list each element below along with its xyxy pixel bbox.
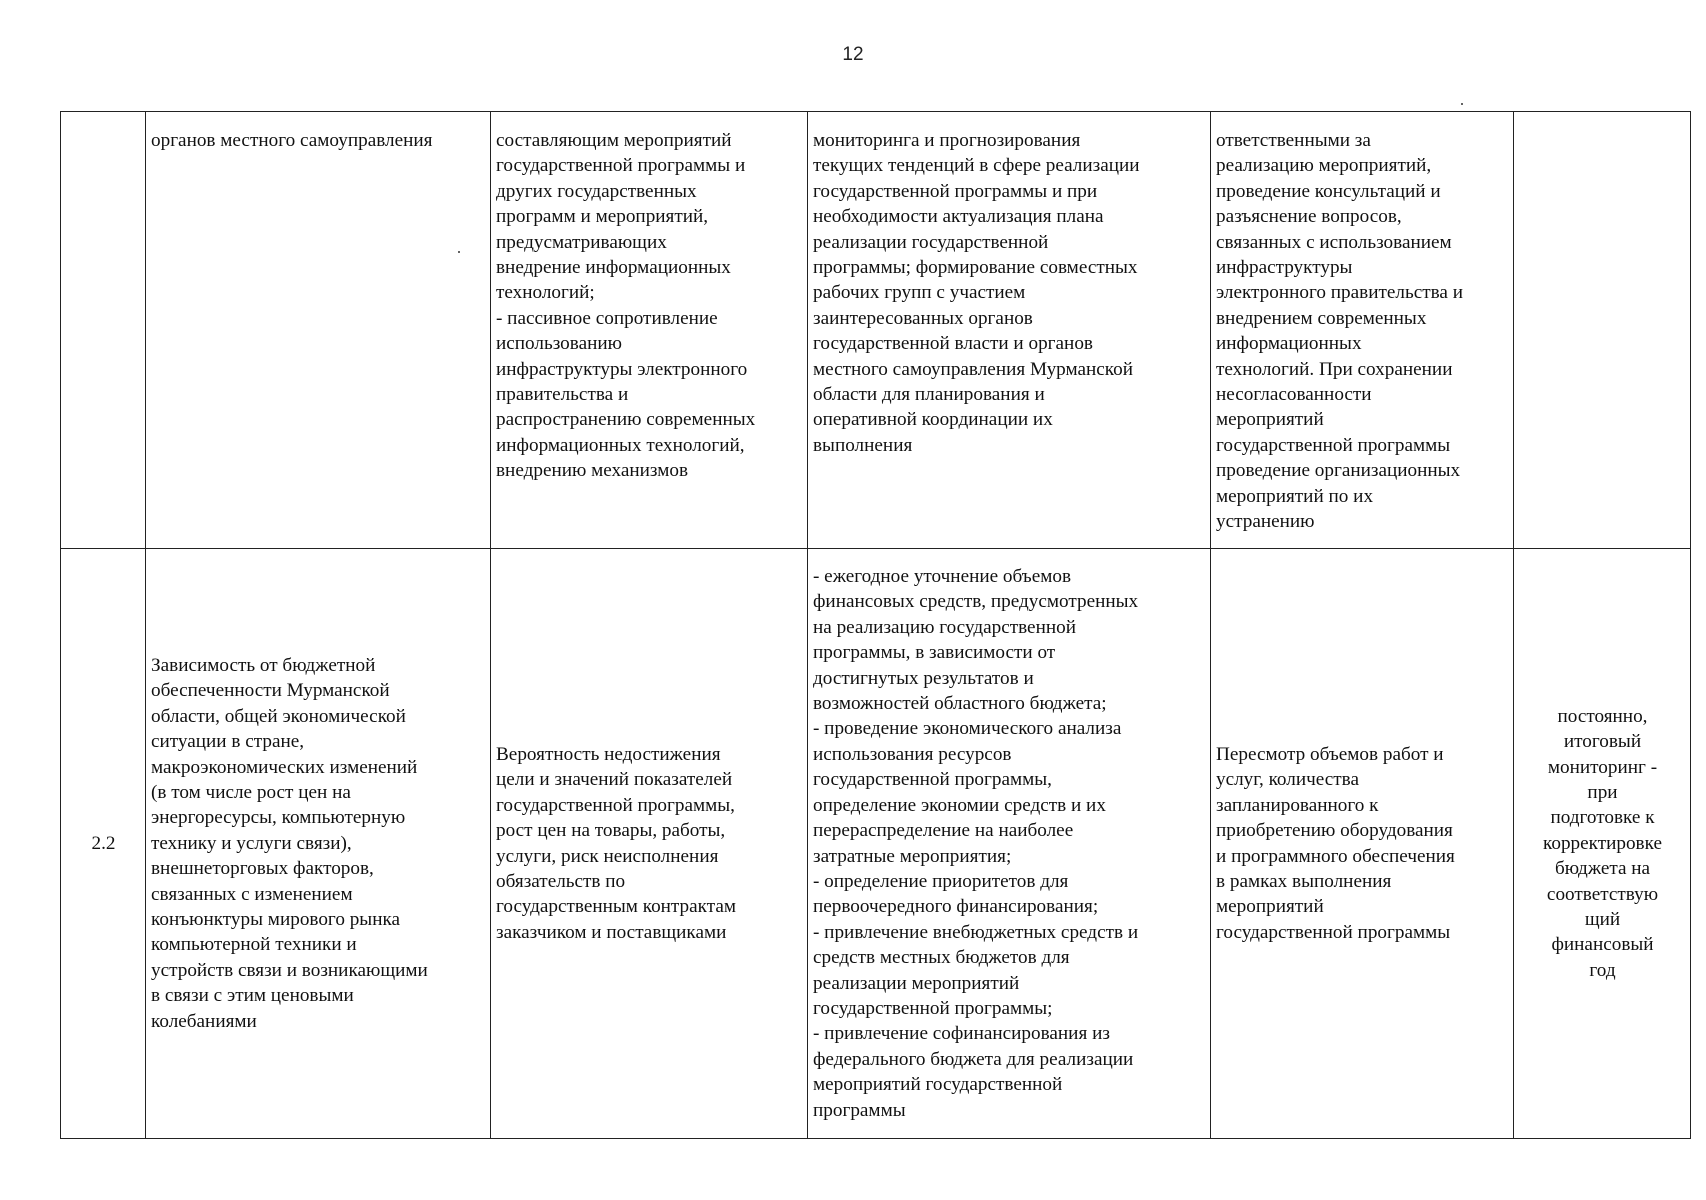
text-line: услуг, количества [1216,769,1359,791]
text-line: реализации мероприятий [813,972,1020,994]
text-line: финансовых средств, предусмотренных [813,591,1139,613]
text-line: Вероятность недостижения [496,743,721,765]
text-line: макроэкономических изменений [151,756,418,778]
text-line: оперативной координации их [813,409,1053,431]
text-line: в рамках выполнения [1216,870,1392,892]
text-line: предусматривающих [496,231,667,253]
risk-management-table [60,111,1691,1139]
text-line: (в том числе рост цен на [151,781,351,803]
text-line: государственной программы, [813,769,1052,791]
text-line: внешнеторговых факторов, [151,858,374,880]
text-line: обязательств по [496,870,626,892]
text-line: разъяснение вопросов, [1216,206,1402,228]
text-line: средств местных бюджетов для [813,947,1070,969]
text-line: внедрение информационных [496,257,731,279]
text-line: цели и значений показателей [496,769,733,791]
text-line: технику и услуги связи), [151,832,352,854]
text-line: использования ресурсов [813,743,1012,765]
response-actions-cell [1211,549,1514,1139]
text-line: услуги, риск неисполнения [496,845,719,867]
text-line: внедрением современных [1216,307,1427,329]
text-line: мероприятий [1216,896,1324,918]
text-line: возможностей областного бюджета; [813,693,1107,715]
text-line: год [1589,959,1616,981]
text-line: мониторинга и прогнозирования [813,130,1081,151]
text-line: информационных технологий, [496,434,745,456]
text-line: финансовый [1551,934,1654,956]
text-line: устранению [1216,511,1315,533]
text-line: заинтересованных органов [813,307,1033,329]
mitigation-measures-cell [808,549,1211,1139]
text-line: реализацию мероприятий, [1216,155,1432,177]
row-number: 2.2 [91,832,116,854]
text-line: энергоресурсы, компьютерную [151,807,406,829]
text-line: Пересмотр объемов работ и [1216,743,1444,765]
text-line: определение экономии средств и их [813,794,1106,816]
text-line: мероприятий по их [1216,485,1374,507]
text-line: правительства и [496,384,629,406]
scan-speck [1461,103,1463,105]
response-actions [1216,742,1509,945]
text-line: заказчиком и поставщиками [496,921,727,943]
text-line: при [1587,781,1618,803]
text-line: устройств связи и возникающими [151,959,428,981]
text-line: ответственными за [1216,130,1371,151]
risk-consequence [496,742,803,945]
table-row [61,112,1691,549]
response-actions [1216,128,1509,535]
text-line: информационных [1216,333,1362,355]
text-line: реализации государственной [813,231,1049,253]
text-line: необходимости актуализация плана [813,206,1104,228]
risk-consequence [496,128,803,484]
text-line: государственной программы и при [813,180,1098,202]
text-line: соответствую [1546,883,1659,905]
text-line: затратные мероприятия; [813,845,1012,867]
text-line: достигнутых результатов и [813,667,1034,689]
text-line: подготовке к [1550,807,1655,829]
text-line: мониторинг - [1547,756,1658,778]
text-line: - привлечение внебюджетных средств и [813,921,1139,943]
text-line: в связи с этим ценовыми [151,985,354,1007]
text-line: щий [1584,909,1621,931]
text-line: внедрению механизмов [496,460,689,482]
text-line: связанных с изменением [151,883,353,905]
text-line: распространению современных [496,409,756,431]
text-line: составляющим мероприятий [496,130,732,151]
text-line: федерального бюджета для реализации [813,1048,1134,1070]
text-line: программы [813,1099,906,1121]
response-actions-cell [1211,112,1514,549]
text-line: рабочих групп с участием [813,282,1026,304]
risk-description-cell [146,112,491,549]
text-line: бюджета на [1554,858,1651,880]
monitoring-period-cell [1514,112,1691,549]
text-line: выполнения [813,434,913,456]
monitoring-period-cell [1514,549,1691,1139]
text-line: программ и мероприятий, [496,206,709,228]
text-line: программы, в зависимости от [813,642,1056,664]
text-line: государственной программы, [496,794,735,816]
text-line: рост цен на товары, работы, [496,820,726,842]
text-line: мероприятий государственной [813,1074,1063,1096]
text-line: государственной программы и [496,155,746,177]
text-line: приобретению оборудования [1216,820,1453,842]
text-line: мероприятий [1216,409,1324,431]
risk-description-cell [146,549,491,1139]
text-line: итоговый [1563,731,1642,753]
page-number: 12 [842,44,864,65]
text-line: текущих тенденций в сфере реализации [813,155,1140,177]
row-number-cell [61,549,146,1139]
mitigation-measures [813,564,1206,1123]
text-line: и программного обеспечения [1216,845,1455,867]
text-line: программы; формирование совместных [813,257,1138,279]
text-line: органов местного самоуправления [151,130,433,151]
text-line: технологий; [496,282,595,304]
text-line: - ежегодное уточнение объемов [813,566,1072,588]
text-line: связанных с использованием [1216,231,1452,253]
text-line: инфраструктуры электронного [496,358,748,380]
risk-description [151,653,486,1034]
text-line: проведение консультаций и [1216,180,1441,202]
text-line: государственной программы [1216,921,1451,943]
text-line: - пассивное сопротивление [496,307,718,329]
text-line: - проведение экономического анализа [813,718,1122,740]
text-line: использованию [496,333,622,355]
monitoring-period [1519,704,1686,983]
text-line: - привлечение софинансирования из [813,1023,1110,1045]
risk-description [151,128,486,153]
text-line: Зависимость от бюджетной [151,654,376,676]
risk-consequence-cell [491,112,808,549]
text-line: колебаниями [151,1010,257,1032]
text-line: компьютерной техники и [151,934,357,956]
text-line: проведение организационных [1216,460,1461,482]
text-line: местного самоуправления Мурманской [813,358,1133,380]
text-line: конъюнктуры мирового рынка [151,909,401,931]
text-line: перераспределение на наиболее [813,820,1074,842]
mitigation-measures [813,128,1206,458]
text-line: корректировке [1543,832,1662,854]
risk-consequence-cell [491,549,808,1139]
text-line: других государственных [496,180,697,202]
text-line: государственной программы [1216,434,1451,456]
mitigation-measures-cell [808,112,1211,549]
text-line: обеспеченности Мурманской [151,680,390,702]
row-number-cell [61,112,146,549]
table-row [61,549,1691,1139]
text-line: несогласованности [1216,384,1372,406]
text-line: на реализацию государственной [813,616,1076,638]
text-line: технологий. При сохранении [1216,358,1453,380]
text-line: государственным контрактам [496,896,737,918]
text-line: постоянно, [1557,705,1648,727]
text-line: государственной власти и органов [813,333,1093,355]
text-line: первоочередного финансирования; [813,896,1099,918]
text-line: ситуации в стране, [151,731,305,753]
text-line: области, общей экономической [151,705,406,727]
text-line: - определение приоритетов для [813,870,1069,892]
text-line: электронного правительства и [1216,282,1463,304]
text-line: области для планирования и [813,384,1045,406]
text-line: инфраструктуры [1216,257,1353,279]
text-line: государственной программы; [813,997,1053,1019]
text-line: запланированного к [1216,794,1379,816]
